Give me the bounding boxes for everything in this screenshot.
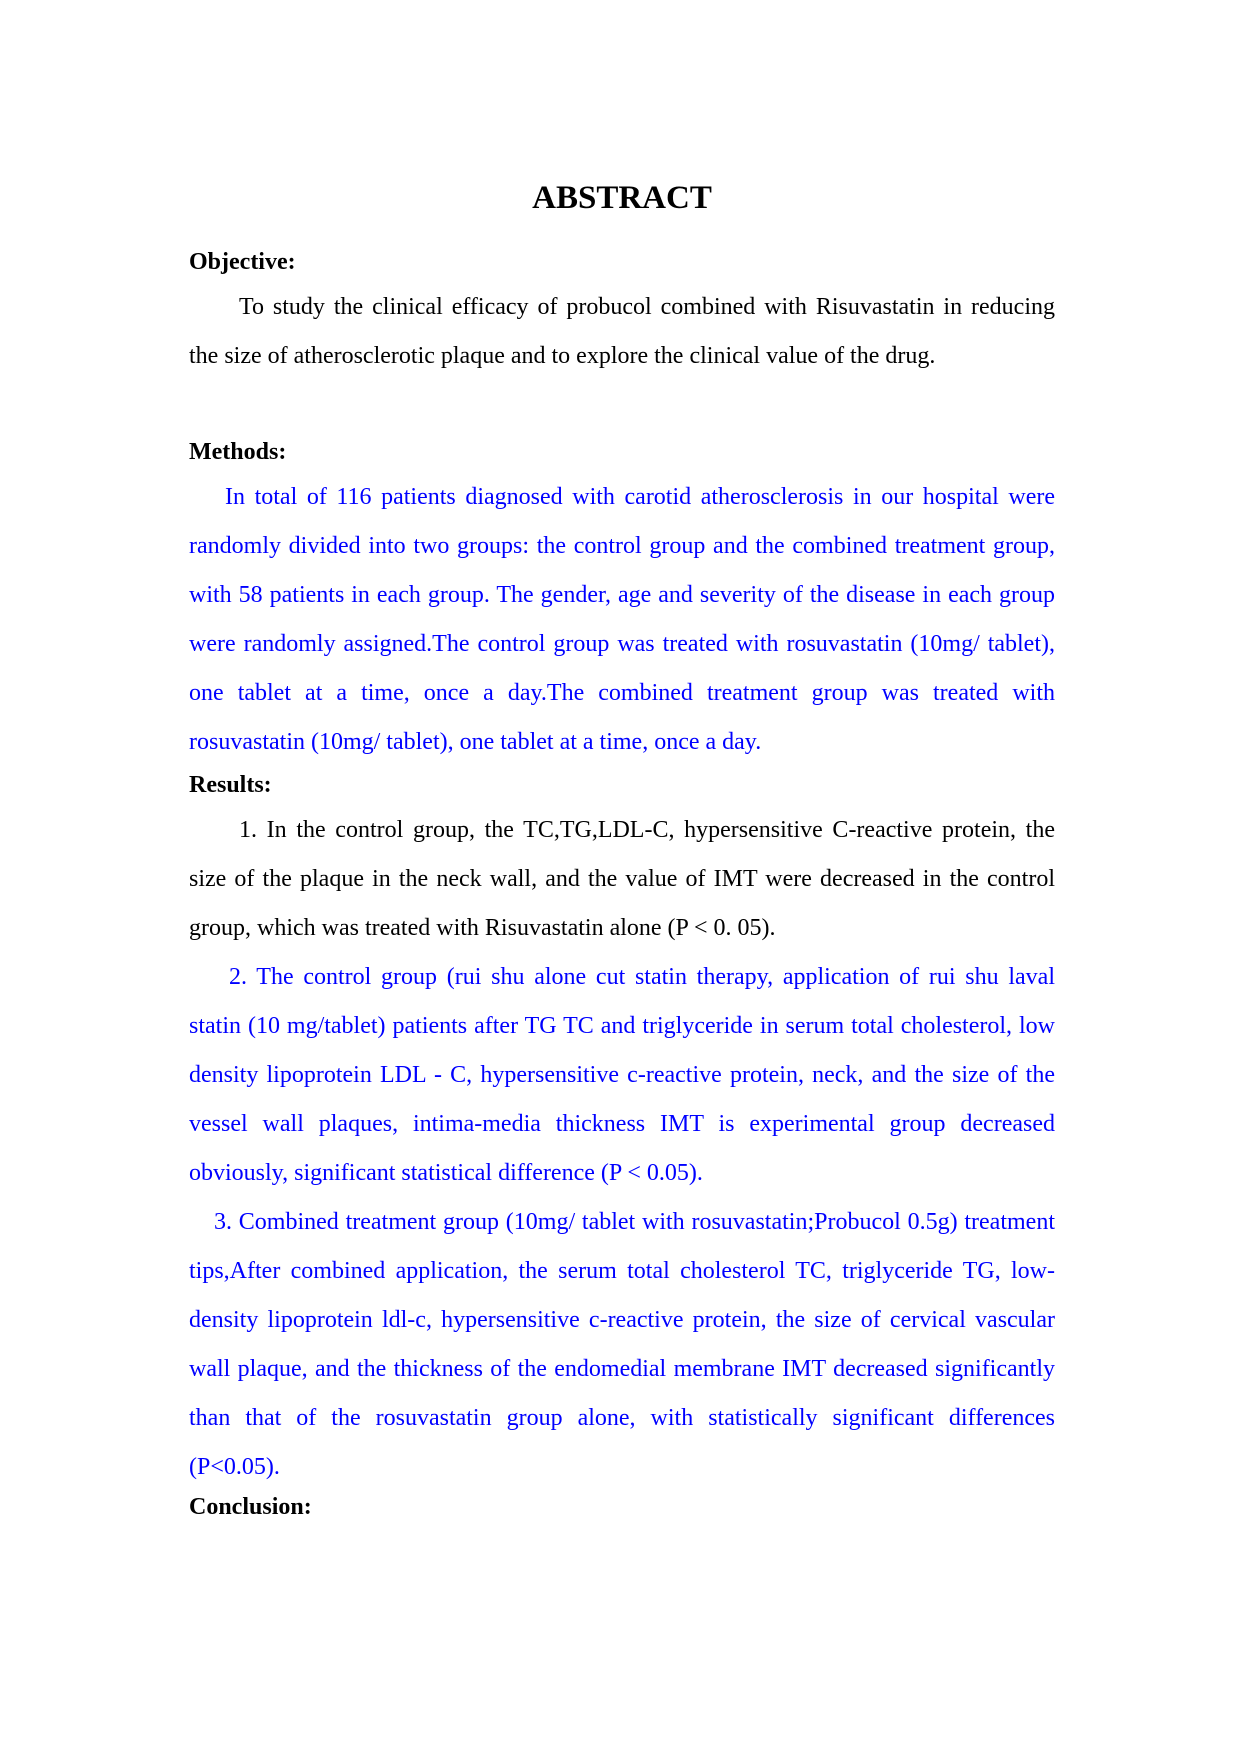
methods-paragraph: In total of 116 patients diagnosed with carotid atherosclerosis in our hospital were randomly divided into two groups: the control group and the combined treatment group, with 58 patients in each group. The gender, age and severity of the disease in each group were randomly assigned.The control group was treated with rosuvastatin (10mg/ tablet), one tablet at a time, once a day.The combined treatment group was treated with rosuvastatin (10mg/ tablet), one tablet at a time, once a day. <box>189 484 1055 755</box>
conclusion-heading: Conclusion: <box>189 1494 312 1520</box>
objective-heading: Objective: <box>189 249 296 275</box>
results-item-2: 2. The control group (rui shu alone cut statin therapy, application of rui shu laval statin (10 mg/tablet) patients after TG TC and triglyceride in serum total cholesterol, low density lipoprotein LDL - C, hypersensitive c-reactive protein, neck, and the size of the vessel wall plaques, intima-media thickness IMT is experimental group decreased obviously, significant statistical difference (P < 0.05). <box>189 964 1055 1186</box>
results-heading: Results: <box>189 772 272 798</box>
page-title: ABSTRACT <box>532 180 712 216</box>
results-item-1: 1. In the control group, the TC,TG,LDL-C, hypersensitive C-reactive protein, the size of the plaque in the neck wall, and the value of IMT were decreased in the control group, which was treated with Risuvastatin alone (P < 0. 05). <box>189 817 1055 941</box>
results-item-3: 3. Combined treatment group (10mg/ tablet with rosuvastatin;Probucol 0.5g) treatment tips,After combined application, the serum total cholesterol TC, triglyceride TG, low-density lipoprotein ldl-c, hypersensitive c-reactive protein, the size of cervical vascular wall plaque, and the thickness of the endomedial membrane IMT decreased significantly than that of the rosuvastatin group alone, with statistically significant differences (P<0.05). <box>189 1209 1055 1480</box>
methods-heading: Methods: <box>189 439 287 465</box>
objective-paragraph: To study the clinical efficacy of probucol combined with Risuvastatin in reducing the size of atherosclerotic plaque and to explore the clinical value of the drug. <box>189 294 1055 369</box>
